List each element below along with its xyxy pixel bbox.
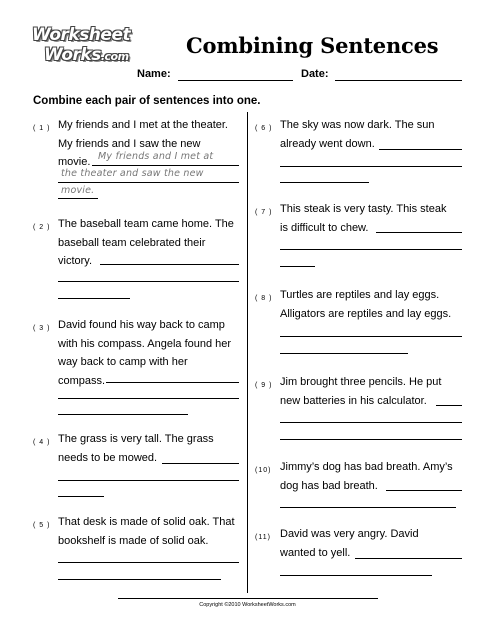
question-number: ( 9 ) xyxy=(255,382,273,389)
copyright-text: Copyright ©2010 WorksheetWorks.com xyxy=(199,602,296,608)
question-text: Jimmy’s dog has bad breath. Amy’s dog has bad breath. xyxy=(280,461,453,492)
answer-line[interactable] xyxy=(58,281,239,282)
question-number: ( 2 ) xyxy=(33,224,51,231)
answer-line[interactable] xyxy=(106,382,239,383)
answer-line[interactable] xyxy=(280,422,462,423)
date-field[interactable] xyxy=(335,80,462,81)
answer-line[interactable] xyxy=(58,496,104,497)
question-number: (10) xyxy=(255,467,272,474)
question-number: ( 4 ) xyxy=(33,439,51,446)
footer-rule xyxy=(118,598,378,599)
question-text: David was very angry. David wanted to yell. xyxy=(280,528,419,559)
question-text: This steak is very tasty. This steak is difficult to chew. xyxy=(280,203,447,234)
example-answer-line-3: movie. xyxy=(61,185,95,196)
question-text: That desk is made of solid oak. That bookshelf is made of solid oak. xyxy=(58,516,235,547)
answer-line[interactable] xyxy=(100,264,239,265)
question-11 xyxy=(255,525,470,565)
question-text: Turtles are reptiles and lay eggs. Alligators are reptiles and lay eggs. xyxy=(280,289,452,320)
answer-line[interactable] xyxy=(58,182,239,183)
question-number: ( 1 ) xyxy=(33,125,51,132)
question-number: ( 6 ) xyxy=(255,125,273,132)
question-text: My friends and I met at the theater. My friends and I saw the new movie. xyxy=(58,119,228,168)
name-label: Name: xyxy=(137,68,171,80)
answer-line[interactable] xyxy=(386,490,462,491)
answer-line[interactable] xyxy=(280,249,462,250)
answer-line[interactable] xyxy=(379,149,462,150)
logo-text-line1: Worksheet xyxy=(32,25,131,45)
answer-line[interactable] xyxy=(58,198,98,199)
question-text: Jim brought three pencils. He put new batteries in his calculator. xyxy=(280,376,442,407)
question-4 xyxy=(33,430,243,470)
question-10 xyxy=(255,458,470,498)
question-9 xyxy=(255,373,470,413)
answer-line[interactable] xyxy=(280,266,315,267)
example-answer-line-1: My friends and I met at xyxy=(98,151,214,162)
logo-text-line2: Works.com xyxy=(44,45,129,65)
question-number: ( 5 ) xyxy=(33,522,51,529)
date-label: Date: xyxy=(301,68,329,80)
question-text: The baseball team came home. The baseball team celebrated their victory. xyxy=(58,218,234,267)
answer-line[interactable] xyxy=(280,575,432,576)
question-2 xyxy=(33,215,243,275)
question-number: ( 7 ) xyxy=(255,209,273,216)
example-answer-line-2: the theater and saw the new xyxy=(61,168,204,179)
answer-line[interactable] xyxy=(436,405,462,406)
answer-line[interactable] xyxy=(355,558,462,559)
answer-line[interactable] xyxy=(376,232,462,233)
question-6 xyxy=(255,116,470,156)
name-field[interactable] xyxy=(178,80,293,81)
question-number: ( 8 ) xyxy=(255,295,273,302)
question-number: (11) xyxy=(255,534,271,541)
question-3 xyxy=(33,316,243,396)
question-text: The sky was now dark. The sun already went down. xyxy=(280,119,435,150)
answer-line[interactable] xyxy=(162,463,239,464)
question-text: David found his way back to camp with his compass. Angela found her way back to camp with her compass. xyxy=(58,319,232,387)
answer-line[interactable] xyxy=(280,166,462,167)
answer-line[interactable] xyxy=(58,398,239,399)
answer-line[interactable] xyxy=(280,182,369,183)
answer-line[interactable] xyxy=(280,353,408,354)
answer-line[interactable] xyxy=(58,579,221,580)
answer-line[interactable] xyxy=(58,298,130,299)
question-text: The grass is very tall. The grass needs to be mowed. xyxy=(58,433,214,464)
instructions: Combine each pair of sentences into one. xyxy=(33,95,261,107)
page-title: Combining Sentences xyxy=(186,33,439,58)
answer-line[interactable] xyxy=(92,165,239,166)
answer-line[interactable] xyxy=(280,507,456,508)
question-8 xyxy=(255,286,470,326)
worksheetworks-logo xyxy=(30,23,140,71)
answer-line[interactable] xyxy=(280,336,462,337)
question-7 xyxy=(255,200,470,240)
question-5 xyxy=(33,513,243,553)
answer-line[interactable] xyxy=(58,414,188,415)
question-number: ( 3 ) xyxy=(33,325,51,332)
answer-line[interactable] xyxy=(58,562,239,563)
column-divider xyxy=(247,112,248,593)
answer-line[interactable] xyxy=(58,480,239,481)
answer-line[interactable] xyxy=(280,439,462,440)
